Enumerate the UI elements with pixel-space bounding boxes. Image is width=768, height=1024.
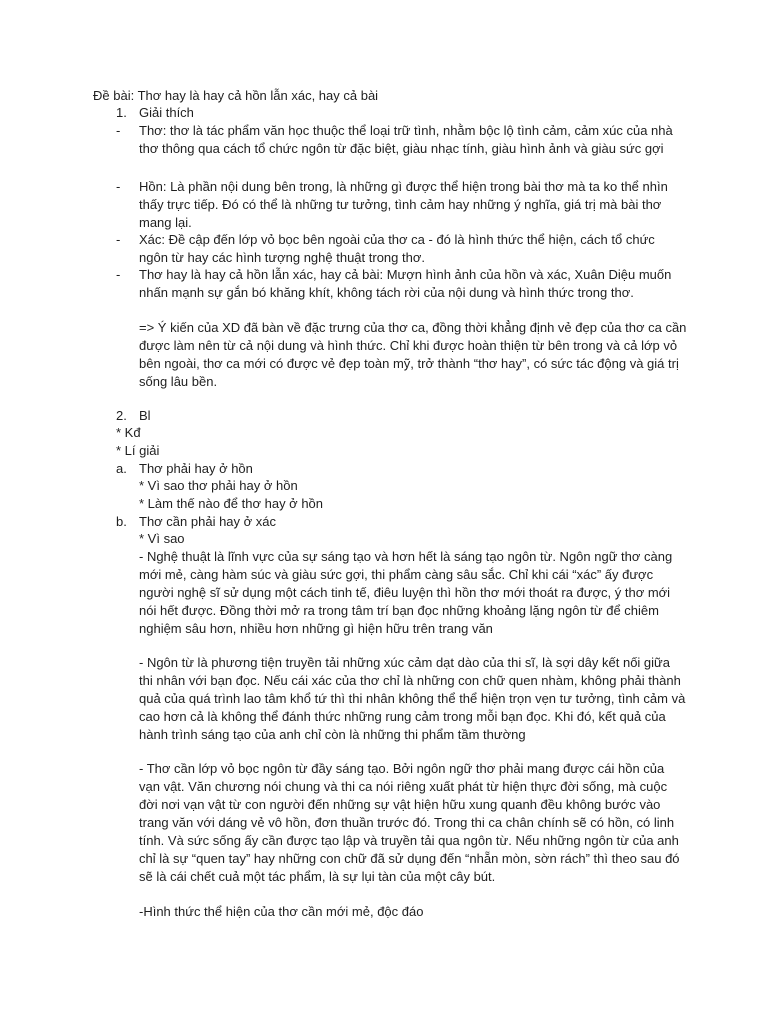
bullet-marker: - [116, 123, 121, 138]
item-b-heading: Thơ cần phải hay ở xác [139, 514, 277, 529]
note-li-giai: * Lí giải [116, 443, 160, 458]
paragraph: - Ngôn từ là phương tiện truyền tải những xúc cảm dạt dào của thi sĩ, là sợi dây kết nối giữa thi nhân với bạn đọc. Nếu cái xác của thơ chỉ là những con chữ quen nhàm, không phải thành quả của quá trình lao tâm khổ tứ thì thi nhân không thể thể hiện trọn vẹn tư tưởng, tình cảm và cao hơn cả là không thể đánh thức những rung cảm trong mỗi bạn đọc. Khi đó, kết quả của hành trình sáng tạo của anh chỉ còn là những thi phẩm tầm thường [139, 655, 686, 742]
item-a-sub-1: * Vì sao thơ phải hay ở hồn [139, 478, 298, 493]
item-a-marker: a. [116, 461, 127, 476]
bullet-marker: - [116, 232, 121, 247]
section-2-heading: Bl [139, 408, 151, 423]
bullet-tho-hay: Thơ hay là hay cả hồn lẫn xác, hay cả bài: Mượn hình ảnh của hồn và xác, Xuân Diệu muốn nhấn mạnh sự gắn bó khăng khít, không tách rời của nội dung và hình thức trong thơ. [139, 267, 672, 300]
item-b-marker: b. [116, 514, 127, 529]
note-kd: * Kđ [116, 425, 141, 440]
item-a-heading: Thơ phải hay ở hồn [139, 461, 253, 476]
section-2-number: 2. [116, 408, 127, 423]
section-1-number: 1. [116, 105, 127, 120]
bullet-hon: Hồn: Là phần nội dung bên trong, là những gì được thể hiện trong bài thơ mà ta ko thể nhìn thấy trực tiếp. Đó có thể là những tư tưởng, tình cảm hay những ý nghĩa, giá trị mà bài thơ mang lại. [139, 179, 668, 230]
bullet-tho: Thơ: thơ là tác phẩm văn học thuộc thể loại trữ tình, nhằm bộc lộ tình cảm, cảm xúc của nhà thơ thông qua cách tổ chức ngôn từ đặc biệt, giàu nhạc tính, giàu hình ảnh và giàu sức gợi [139, 123, 673, 156]
item-b-sub-1: * Vì sao [139, 531, 185, 546]
bullet-marker: - [116, 179, 121, 194]
item-a-sub-2: * Làm thế nào để thơ hay ở hồn [139, 496, 324, 511]
section-1-heading: Giải thích [139, 105, 194, 120]
paragraph: - Thơ cần lớp vỏ bọc ngôn từ đầy sáng tạo. Bởi ngôn ngữ thơ phải mang được cái hồn của vạn vật. Văn chương nói chung và thi ca nói riêng xuất phát từ hiện thực đời sống, mà cuộc đời nơi vạn vật từ con người đến những sự vật hiện hữu xung quanh đều không bước vào trang văn với dáng vẻ vô hồn, đơn thuần trước đó. Trong thi ca chân chính sẽ có hồn, có linh tính. Và sức sống ấy cần được tạo lập và truyền tải qua ngôn từ. Nếu những ngôn từ của anh chỉ là sự “quen tay” hay những con chữ đã sử dụng đến “nhẵn mòn, sờn rách” thì theo sau đó sẽ là cái chết cuả một tác phẩm, là sự lụi tàn của một cây bút. [139, 761, 680, 884]
bullet-xac: Xác: Đề cập đến lớp vỏ bọc bên ngoài của thơ ca - đó là hình thức thể hiện, cách tổ chức ngôn từ hay các hình tượng nghệ thuật trong thơ. [139, 232, 655, 265]
paragraph: -Hình thức thể hiện của thơ cần mới mẻ, độc đáo [139, 904, 424, 919]
paragraph: - Nghệ thuật là lĩnh vực của sự sáng tạo và hơn hết là sáng tạo ngôn từ. Ngôn ngữ thơ càng mới mẻ, càng hàm súc và giàu sức gợi, thi phẩm càng sâu sắc. Chỉ khi cái “xác” ấy được người nghệ sĩ sử dụng một cách tinh tế, điêu luyện thì hồn thơ mới thoát ra được, ý thơ mới nói hết được. Đồng thời mở ra trong tâm trí bạn đọc những khoảng lặng ngôn từ để chiêm nghiệm sâu hơn, nhiều hơn những gì hiện hữu trên trang văn [139, 549, 673, 636]
section-1-conclusion: => Ý kiến của XD đã bàn về đặc trưng của thơ ca, đồng thời khẳng định vẻ đẹp của thơ ca cần được làm nên từ cả nội dung và hình thức. Chỉ khi được hoàn thiện từ bên trong và cả lớp vỏ bên ngoài, thơ ca mới có được vẻ đẹp toàn mỹ, trở thành “thơ hay”, có sức tác động và giá trị sống lâu bền. [139, 320, 687, 389]
document-title: Đề bài: Thơ hay là hay cả hồn lẫn xác, hay cả bài [93, 88, 379, 103]
bullet-marker: - [116, 267, 121, 282]
